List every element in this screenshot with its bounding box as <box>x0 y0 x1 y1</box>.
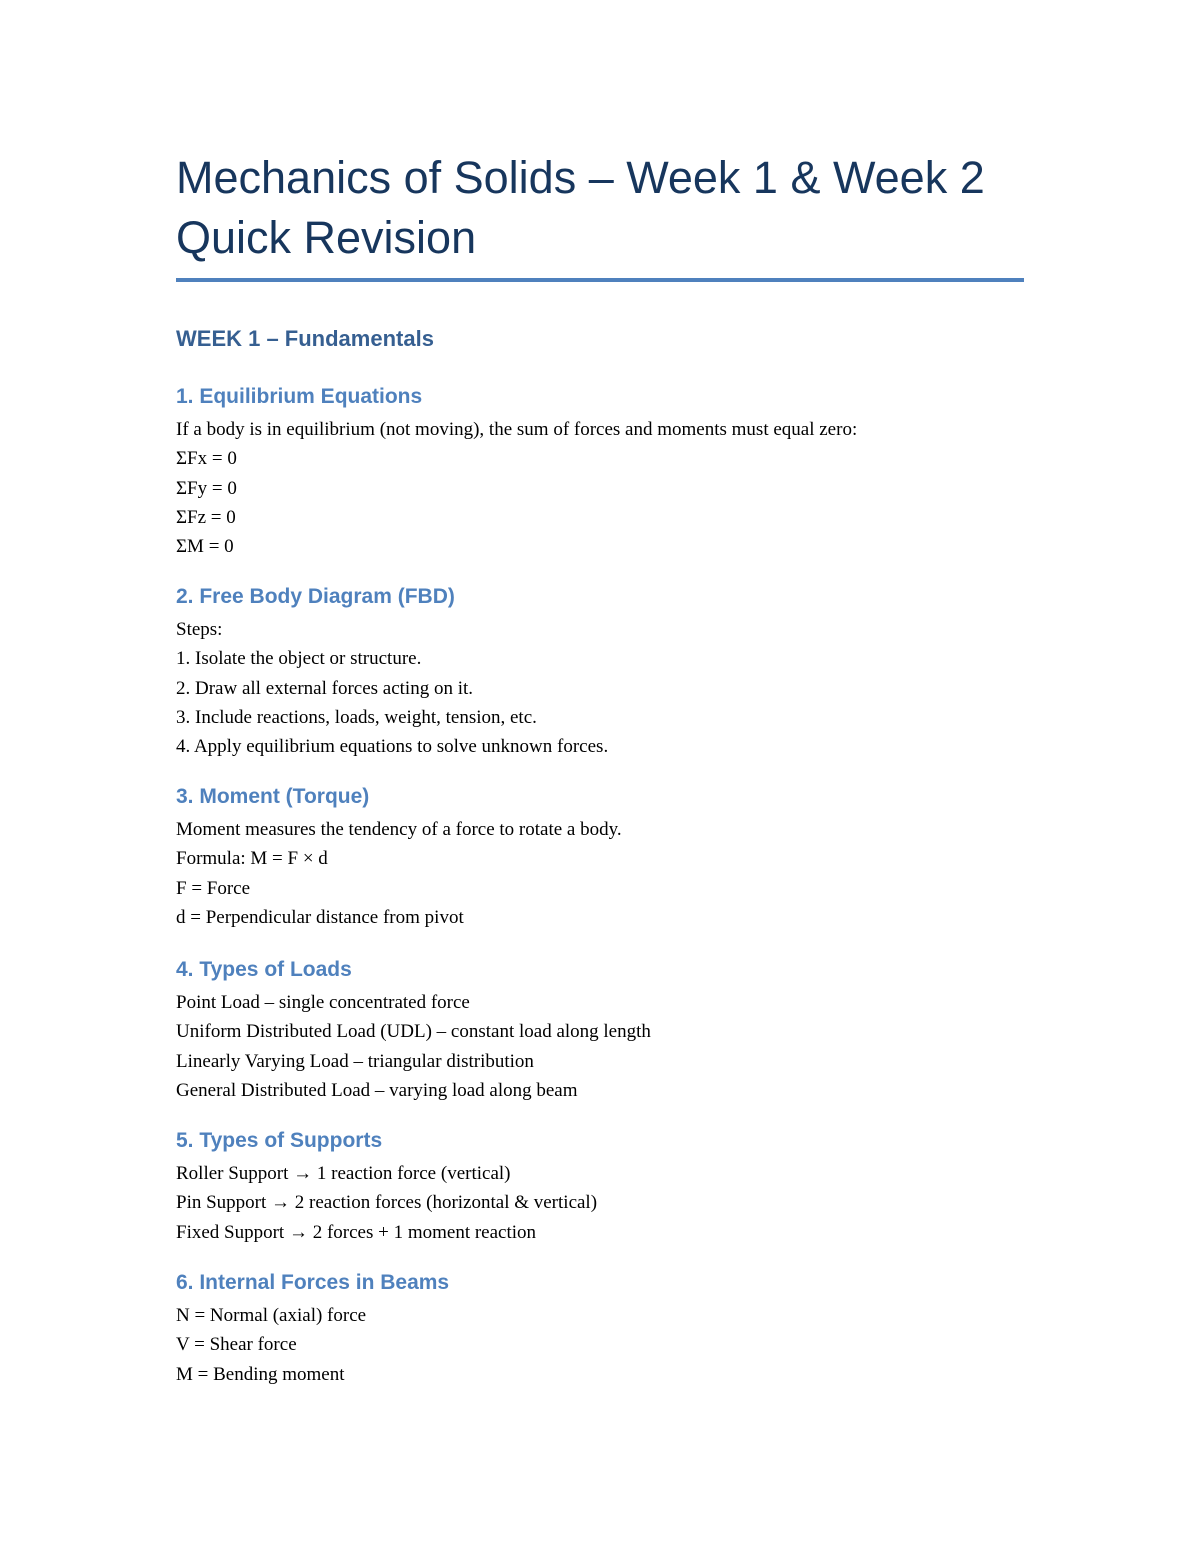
section-line: ΣFz = 0 <box>176 506 236 528</box>
section-line: N = Normal (axial) force <box>176 1305 367 1326</box>
section-line: Fixed Support → 2 forces + 1 moment reaction <box>176 1221 537 1243</box>
section-line: General Distributed Load – varying load along beam <box>176 1079 578 1101</box>
week-1-heading: WEEK 1 – Fundamentals <box>176 326 434 351</box>
section-heading: 4. Types of Loads <box>176 958 352 981</box>
section-line: If a body is in equilibrium (not moving), the sum of forces and moments must equal zero: <box>176 419 858 440</box>
document-title-line-1: Mechanics of Solids – Week 1 & Week 2 <box>176 152 985 203</box>
section-line: Point Load – single concentrated force <box>176 992 470 1013</box>
section-line: 1. Isolate the object or structure. <box>176 648 422 670</box>
section-line: 4. Apply equilibrium equations to solve unknown forces. <box>176 736 609 758</box>
document-title <box>176 148 1024 268</box>
document-page <box>176 148 1024 1385</box>
section-equilibrium-equations <box>176 383 1024 561</box>
document-title-line-2: Quick Revision <box>176 212 477 263</box>
section-types-of-supports <box>176 1127 1024 1247</box>
title-underline-rule <box>176 278 1024 282</box>
section-heading: 5. Types of Supports <box>176 1129 383 1152</box>
section-line: ΣM = 0 <box>176 536 234 558</box>
section-line: M = Bending moment <box>176 1363 345 1385</box>
section-internal-forces-in-beams <box>176 1269 1024 1389</box>
section-line: Steps: <box>176 619 223 640</box>
section-heading: 3. Moment (Torque) <box>176 785 370 808</box>
section-line: 3. Include reactions, loads, weight, tension, etc. <box>176 706 537 728</box>
section-line: ΣFy = 0 <box>176 477 237 499</box>
section-line: Roller Support → 1 reaction force (vertical) <box>176 1163 511 1184</box>
section-line: Linearly Varying Load – triangular distribution <box>176 1050 534 1072</box>
section-moment-torque <box>176 783 1024 932</box>
section-free-body-diagram <box>176 583 1024 761</box>
section-line: Formula: M = F × d <box>176 848 328 870</box>
section-line: 2. Draw all external forces acting on it. <box>176 677 474 699</box>
section-heading: 6. Internal Forces in Beams <box>176 1271 450 1294</box>
section-heading: 1. Equilibrium Equations <box>176 385 423 408</box>
section-line: Moment measures the tendency of a force to rotate a body. <box>176 819 622 840</box>
section-line: V = Shear force <box>176 1334 297 1356</box>
section-line: Pin Support → 2 reaction forces (horizontal & vertical) <box>176 1192 598 1214</box>
section-types-of-loads <box>176 956 1024 1105</box>
section-line: Uniform Distributed Load (UDL) – constant load along length <box>176 1021 651 1043</box>
section-line: F = Force <box>176 877 251 899</box>
section-line: ΣFx = 0 <box>176 448 237 470</box>
section-heading: 2. Free Body Diagram (FBD) <box>176 585 455 608</box>
section-line: d = Perpendicular distance from pivot <box>176 906 464 928</box>
